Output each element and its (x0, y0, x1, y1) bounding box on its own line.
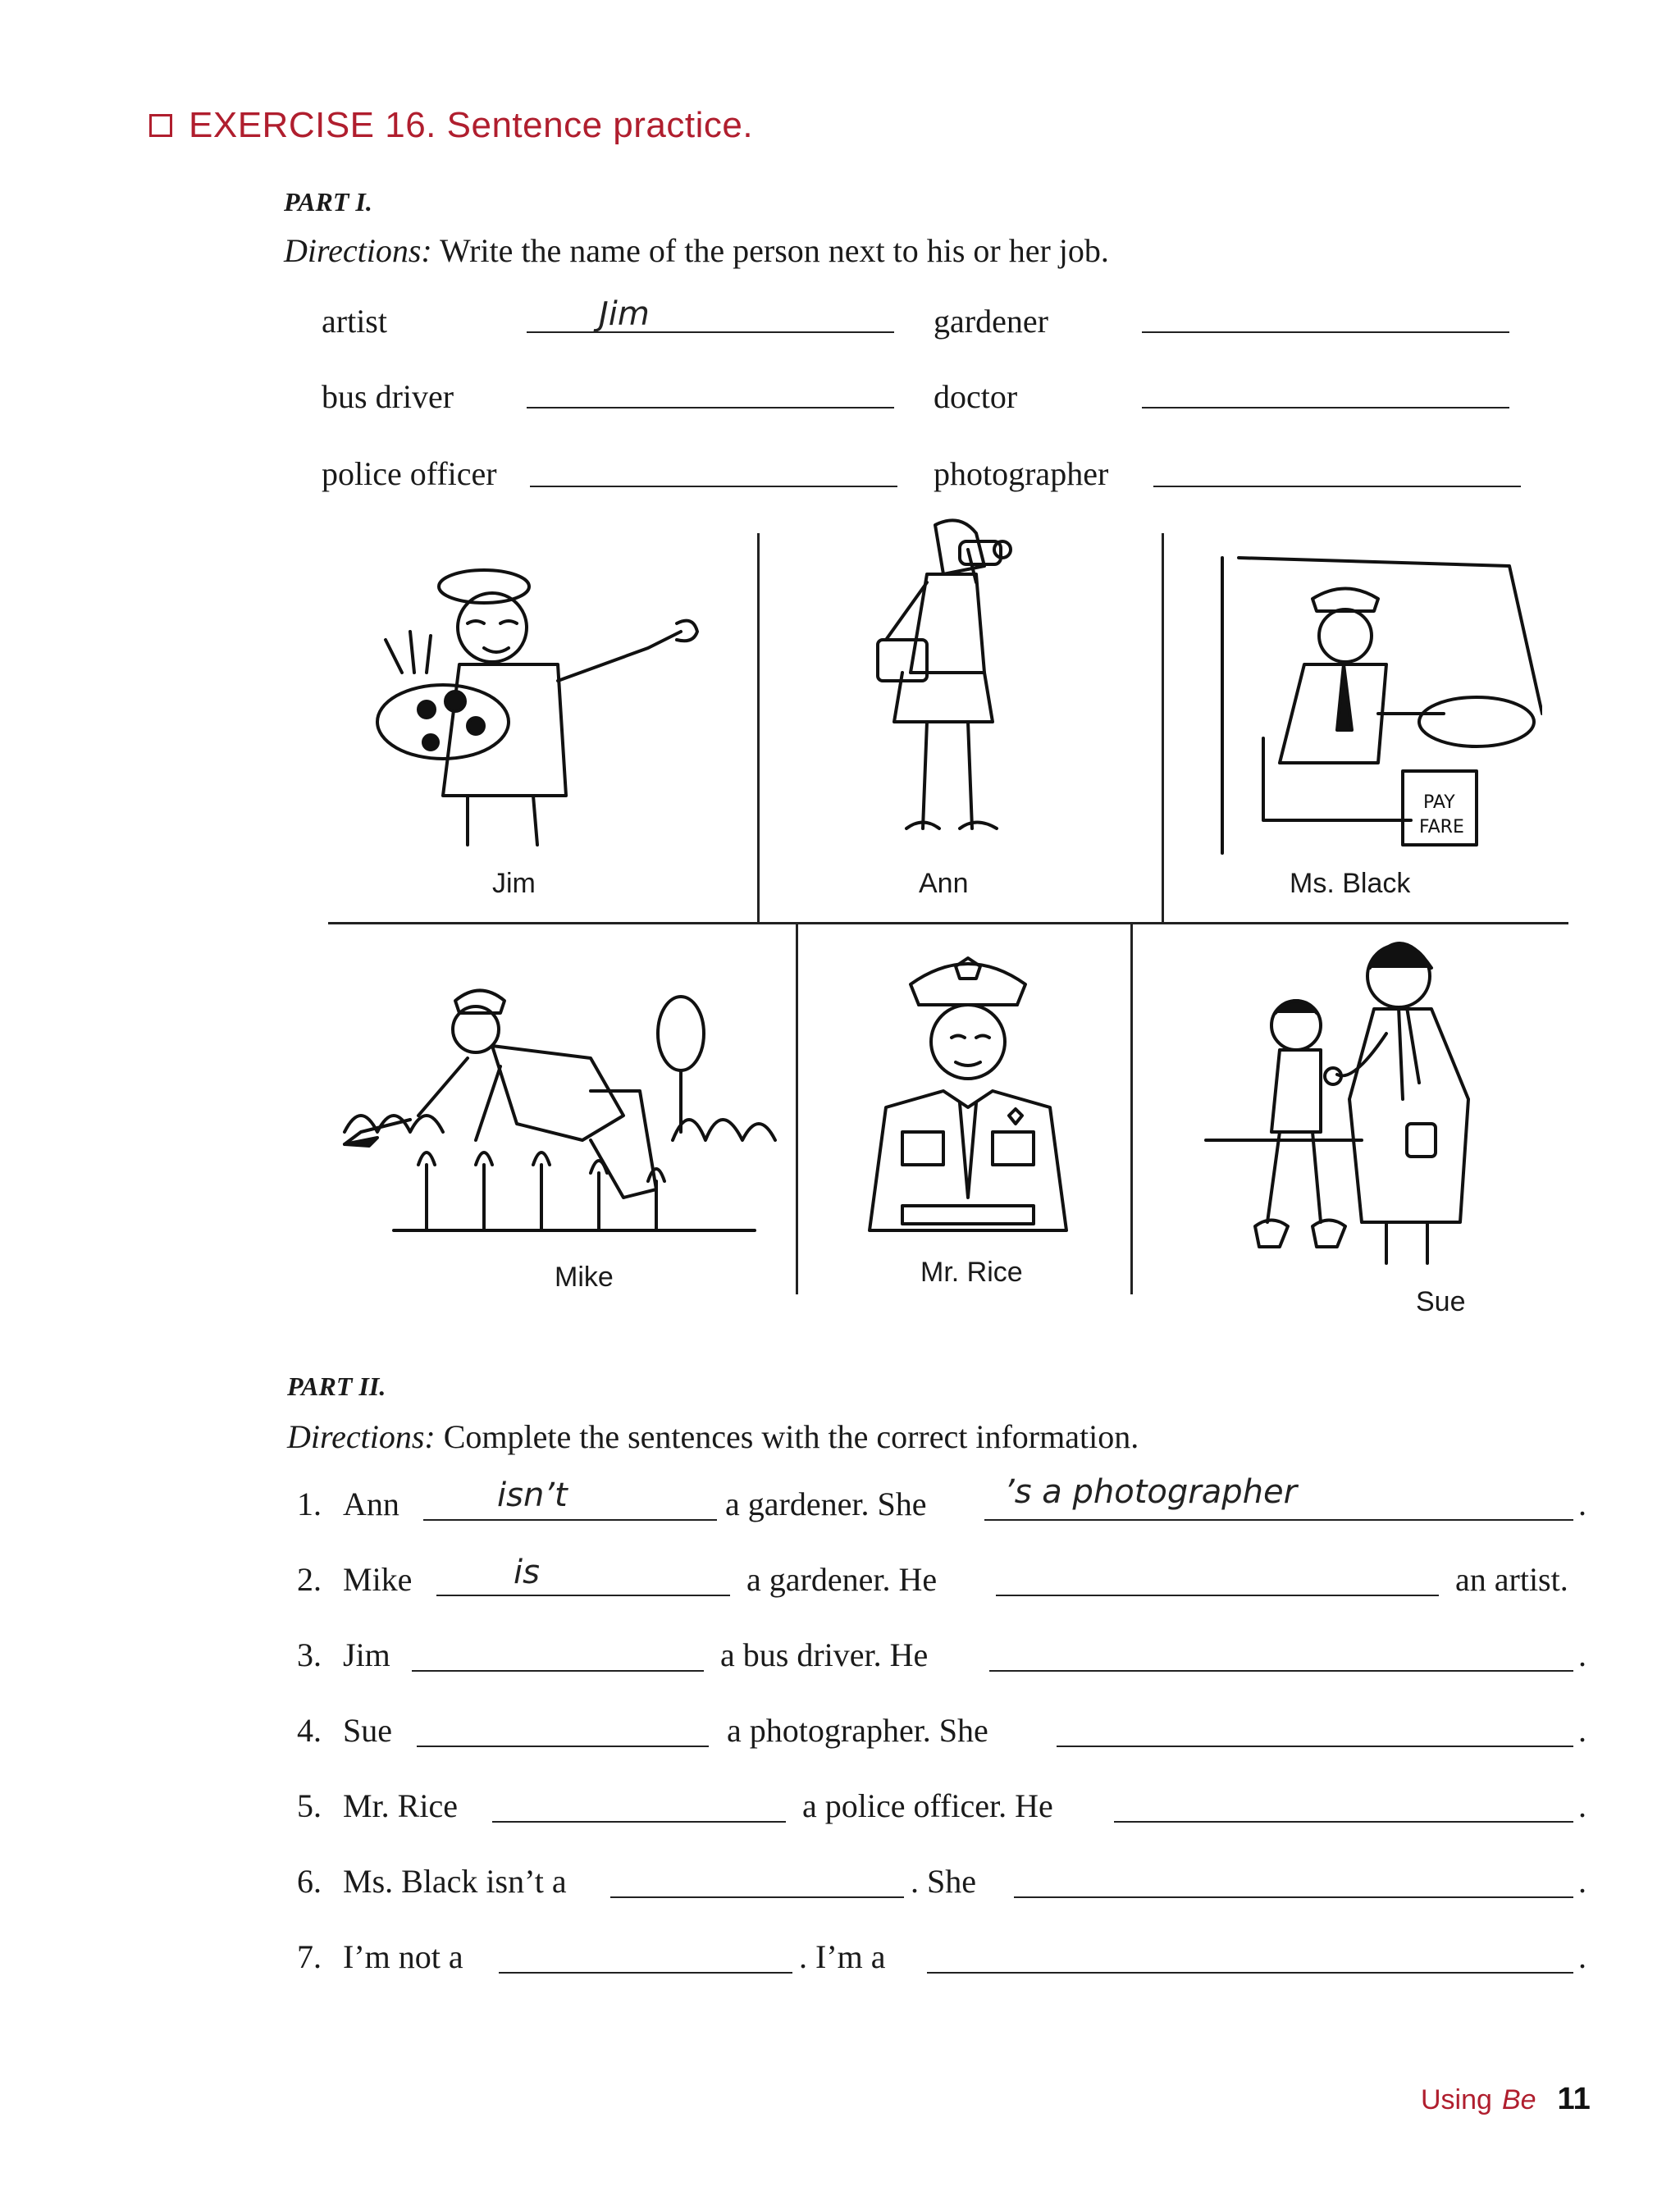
police-officer-icon (853, 952, 1083, 1247)
sentence-end: . (1578, 1787, 1586, 1824)
part-2-directions (287, 1417, 1139, 1456)
picture-caption: Ann (919, 868, 969, 899)
job-answer-line-photographer[interactable] (1153, 486, 1521, 487)
sentence-blank-1[interactable] (423, 1519, 717, 1521)
sentence-number: 7. (297, 1938, 322, 1975)
sentence-subject: Mike (343, 1561, 413, 1598)
job-label-police-officer: police officer (322, 455, 497, 492)
job-label-bus-driver: bus driver (322, 378, 454, 415)
sentence-blank-1[interactable] (412, 1670, 704, 1672)
job-answer-line-doctor[interactable] (1142, 407, 1509, 408)
job-label-artist: artist (322, 303, 387, 340)
sentence-middle: a photographer. She (727, 1712, 988, 1749)
grid-divider (1162, 533, 1164, 924)
sentence-subject: Mr. Rice (343, 1787, 458, 1824)
part-2-directions-label: Directions: (287, 1418, 436, 1455)
picture-caption: Mr. Rice (920, 1257, 1023, 1288)
sentence-number: 3. (297, 1636, 322, 1673)
fare-box-text: FARE (1419, 817, 1464, 837)
page-number: 11 (1557, 2082, 1591, 2116)
sentence-end: . (1578, 1485, 1586, 1522)
sentence-middle: a gardener. She (725, 1485, 927, 1522)
part-1-label: PART I. (284, 187, 372, 217)
bus-driver-icon (1214, 550, 1542, 861)
job-answer-line-bus-driver[interactable] (527, 407, 894, 408)
footer-be: Be (1501, 2084, 1536, 2115)
sentence-number: 4. (297, 1712, 322, 1749)
sentence-blank-2[interactable] (1057, 1746, 1573, 1747)
sentence-number: 6. (297, 1863, 322, 1900)
sentence-end: . (1578, 1863, 1586, 1900)
exercise-checkbox[interactable] (149, 114, 172, 137)
sentence-blank-2[interactable] (927, 1972, 1573, 1974)
sentence-number: 5. (297, 1787, 322, 1824)
picture-caption: Mike (555, 1262, 614, 1293)
sentence-subject: Jim (343, 1636, 390, 1673)
sentence-blank-1[interactable] (492, 1821, 786, 1823)
grid-divider (328, 922, 1568, 924)
sentence-subject: Ann (343, 1485, 399, 1522)
job-answer-line-artist[interactable] (527, 331, 894, 333)
part-2-directions-text: Complete the sentences with the correct information. (443, 1418, 1139, 1455)
sentence-answer-1: is (514, 1554, 540, 1591)
artist-icon (353, 550, 722, 861)
sentence-middle: a gardener. He (746, 1561, 938, 1598)
sentence-blank-1[interactable] (499, 1972, 792, 1974)
picture-caption: Jim (492, 868, 536, 899)
sentence-subject: I’m not a (343, 1938, 463, 1975)
sentence-blank-2[interactable] (1014, 1896, 1573, 1898)
sentence-blank-1[interactable] (436, 1595, 730, 1596)
job-label-photographer: photographer (934, 455, 1109, 492)
job-answer-line-gardener[interactable] (1142, 331, 1509, 333)
sentence-blank-2[interactable] (984, 1519, 1573, 1521)
fare-box-text: PAY (1423, 792, 1455, 813)
sentence-middle: . I’m a (799, 1938, 886, 1975)
grid-divider (757, 533, 760, 924)
picture-caption: Sue (1416, 1286, 1466, 1317)
part-2-label: PART II. (287, 1371, 386, 1401)
sentence-end: an artist. (1455, 1561, 1568, 1598)
sentence-answer-1: isn’t (497, 1476, 568, 1514)
exercise-title-text: EXERCISE 16. Sentence practice. (189, 105, 754, 145)
sentence-middle: a bus driver. He (720, 1636, 929, 1673)
job-answer-line-police-officer[interactable] (530, 486, 897, 487)
gardener-icon (328, 968, 779, 1263)
sentence-blank-1[interactable] (417, 1746, 709, 1747)
doctor-icon (1198, 935, 1526, 1280)
exercise-title (149, 105, 753, 146)
sentence-number: 2. (297, 1561, 322, 1598)
sentence-answer-2: ’s a photographer (1004, 1473, 1298, 1511)
job-answer-artist: Jim (599, 295, 650, 333)
page-footer (1421, 2082, 1591, 2117)
part-1-directions-text: Write the name of the person next to his or her job. (439, 232, 1109, 269)
footer-using: Using (1421, 2084, 1492, 2115)
sentence-blank-2[interactable] (996, 1595, 1439, 1596)
photographer-icon (861, 517, 1058, 853)
grid-divider (796, 924, 798, 1294)
sentence-number: 1. (297, 1485, 322, 1522)
sentence-end: . (1578, 1938, 1586, 1975)
sentence-subject: Ms. Black isn’t a (343, 1863, 567, 1900)
sentence-end: . (1578, 1712, 1586, 1749)
job-label-doctor: doctor (934, 378, 1018, 415)
part-1-directions-label: Directions: (284, 232, 432, 269)
picture-caption: Ms. Black (1290, 868, 1411, 899)
sentence-middle: . She (911, 1863, 976, 1900)
grid-divider (1130, 924, 1133, 1294)
sentence-blank-1[interactable] (610, 1896, 904, 1898)
sentence-blank-2[interactable] (989, 1670, 1573, 1672)
sentence-blank-2[interactable] (1114, 1821, 1573, 1823)
sentence-middle: a police officer. He (802, 1787, 1053, 1824)
job-label-gardener: gardener (934, 303, 1048, 340)
part-1-directions (284, 231, 1109, 270)
sentence-end: . (1578, 1636, 1586, 1673)
sentence-subject: Sue (343, 1712, 392, 1749)
